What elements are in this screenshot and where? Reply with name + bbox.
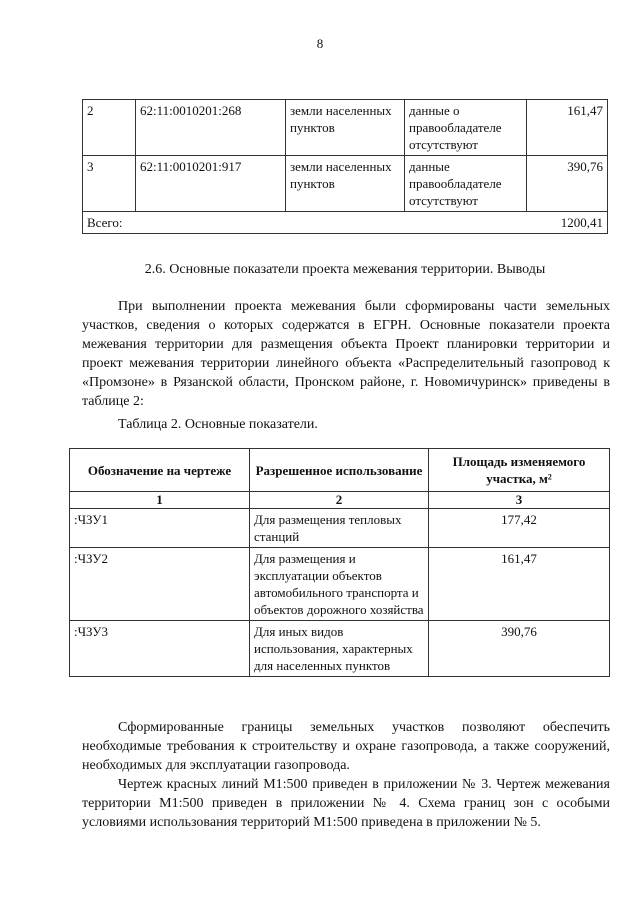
changed-area: 177,42 <box>429 509 610 548</box>
paragraph-intro <box>82 297 610 411</box>
row-number: 3 <box>83 156 136 212</box>
permitted-use: Для иных видов использования, характерных для населенных пунктов <box>250 621 429 677</box>
page-number: 8 <box>316 36 324 51</box>
column-number: 1 <box>70 492 250 509</box>
parcels-table <box>82 99 608 234</box>
cadastral-number: 62:11:0010201:917 <box>136 156 286 212</box>
owner-info: данные правообладателе отсутствуют <box>405 156 527 212</box>
column-numbers-row <box>70 492 610 509</box>
header-designation: Обозначение на чертеже <box>70 449 250 492</box>
table-row <box>83 100 608 156</box>
table-row <box>70 548 610 621</box>
section-heading: 2.6. Основные показатели проекта межевания территории. Выводы <box>144 262 546 277</box>
paragraph-conclusion <box>82 718 610 775</box>
parcel-area: 161,47 <box>527 100 608 156</box>
land-category: земли населенных пунктов <box>286 156 405 212</box>
permitted-use: Для размещения тепловых станций <box>250 509 429 548</box>
paragraph-conclusion-text: Сформированные границы земельных участков позволяют обеспечить необходимые требования к строительству и охране газопровода, а также сооружений, необходимых для эксплуатации газопровода. <box>82 720 610 773</box>
table2-caption: Таблица 2. Основные показатели. <box>118 417 318 432</box>
changed-area: 390,76 <box>429 621 610 677</box>
designation: :ЧЗУ1 <box>70 509 250 548</box>
land-category: земли населенных пунктов <box>286 100 405 156</box>
header-use: Разрешенное использование <box>250 449 429 492</box>
total-row <box>83 212 608 234</box>
paragraph-appendices-text: Чертеж красных линий М1:500 приведен в приложении № 3. Чертеж межевания территории М1:500 приведен в приложении № 4. Схема границ зон с особыми условиями использования территорий М1:500 приведена в приложении № 5. <box>82 777 610 830</box>
table-row <box>70 621 610 677</box>
column-number: 3 <box>429 492 610 509</box>
header-area: Площадь изменяемого участка, м² <box>429 449 610 492</box>
paragraph-appendices <box>82 775 610 832</box>
indicators-table <box>69 448 610 677</box>
owner-info: данные о правообладателе отсутствуют <box>405 100 527 156</box>
paragraph-intro-text: При выполнении проекта межевания были сформированы части земельных участков, сведения о которых содержатся в ЕГРН. Основные показатели проекта межевания территории для размещения объекта Проект планировки территории и проект межевания территории линейного объекта «Распределительный газопровод к «Промзоне» в Рязанской области, Пронском районе, г. Новомичуринск» приведены в таблице 2: <box>82 299 610 409</box>
column-number: 2 <box>250 492 429 509</box>
designation: :ЧЗУ2 <box>70 548 250 621</box>
total-value: 1200,41 <box>527 212 608 234</box>
parcel-area: 390,76 <box>527 156 608 212</box>
table-row <box>83 156 608 212</box>
table-row <box>70 509 610 548</box>
total-label: Всего: <box>83 212 527 234</box>
permitted-use: Для размещения и эксплуатации объектов автомобильного транспорта и объектов дорожного хозяйства <box>250 548 429 621</box>
changed-area: 161,47 <box>429 548 610 621</box>
cadastral-number: 62:11:0010201:268 <box>136 100 286 156</box>
designation: :ЧЗУ3 <box>70 621 250 677</box>
row-number: 2 <box>83 100 136 156</box>
table-header-row <box>70 449 610 492</box>
